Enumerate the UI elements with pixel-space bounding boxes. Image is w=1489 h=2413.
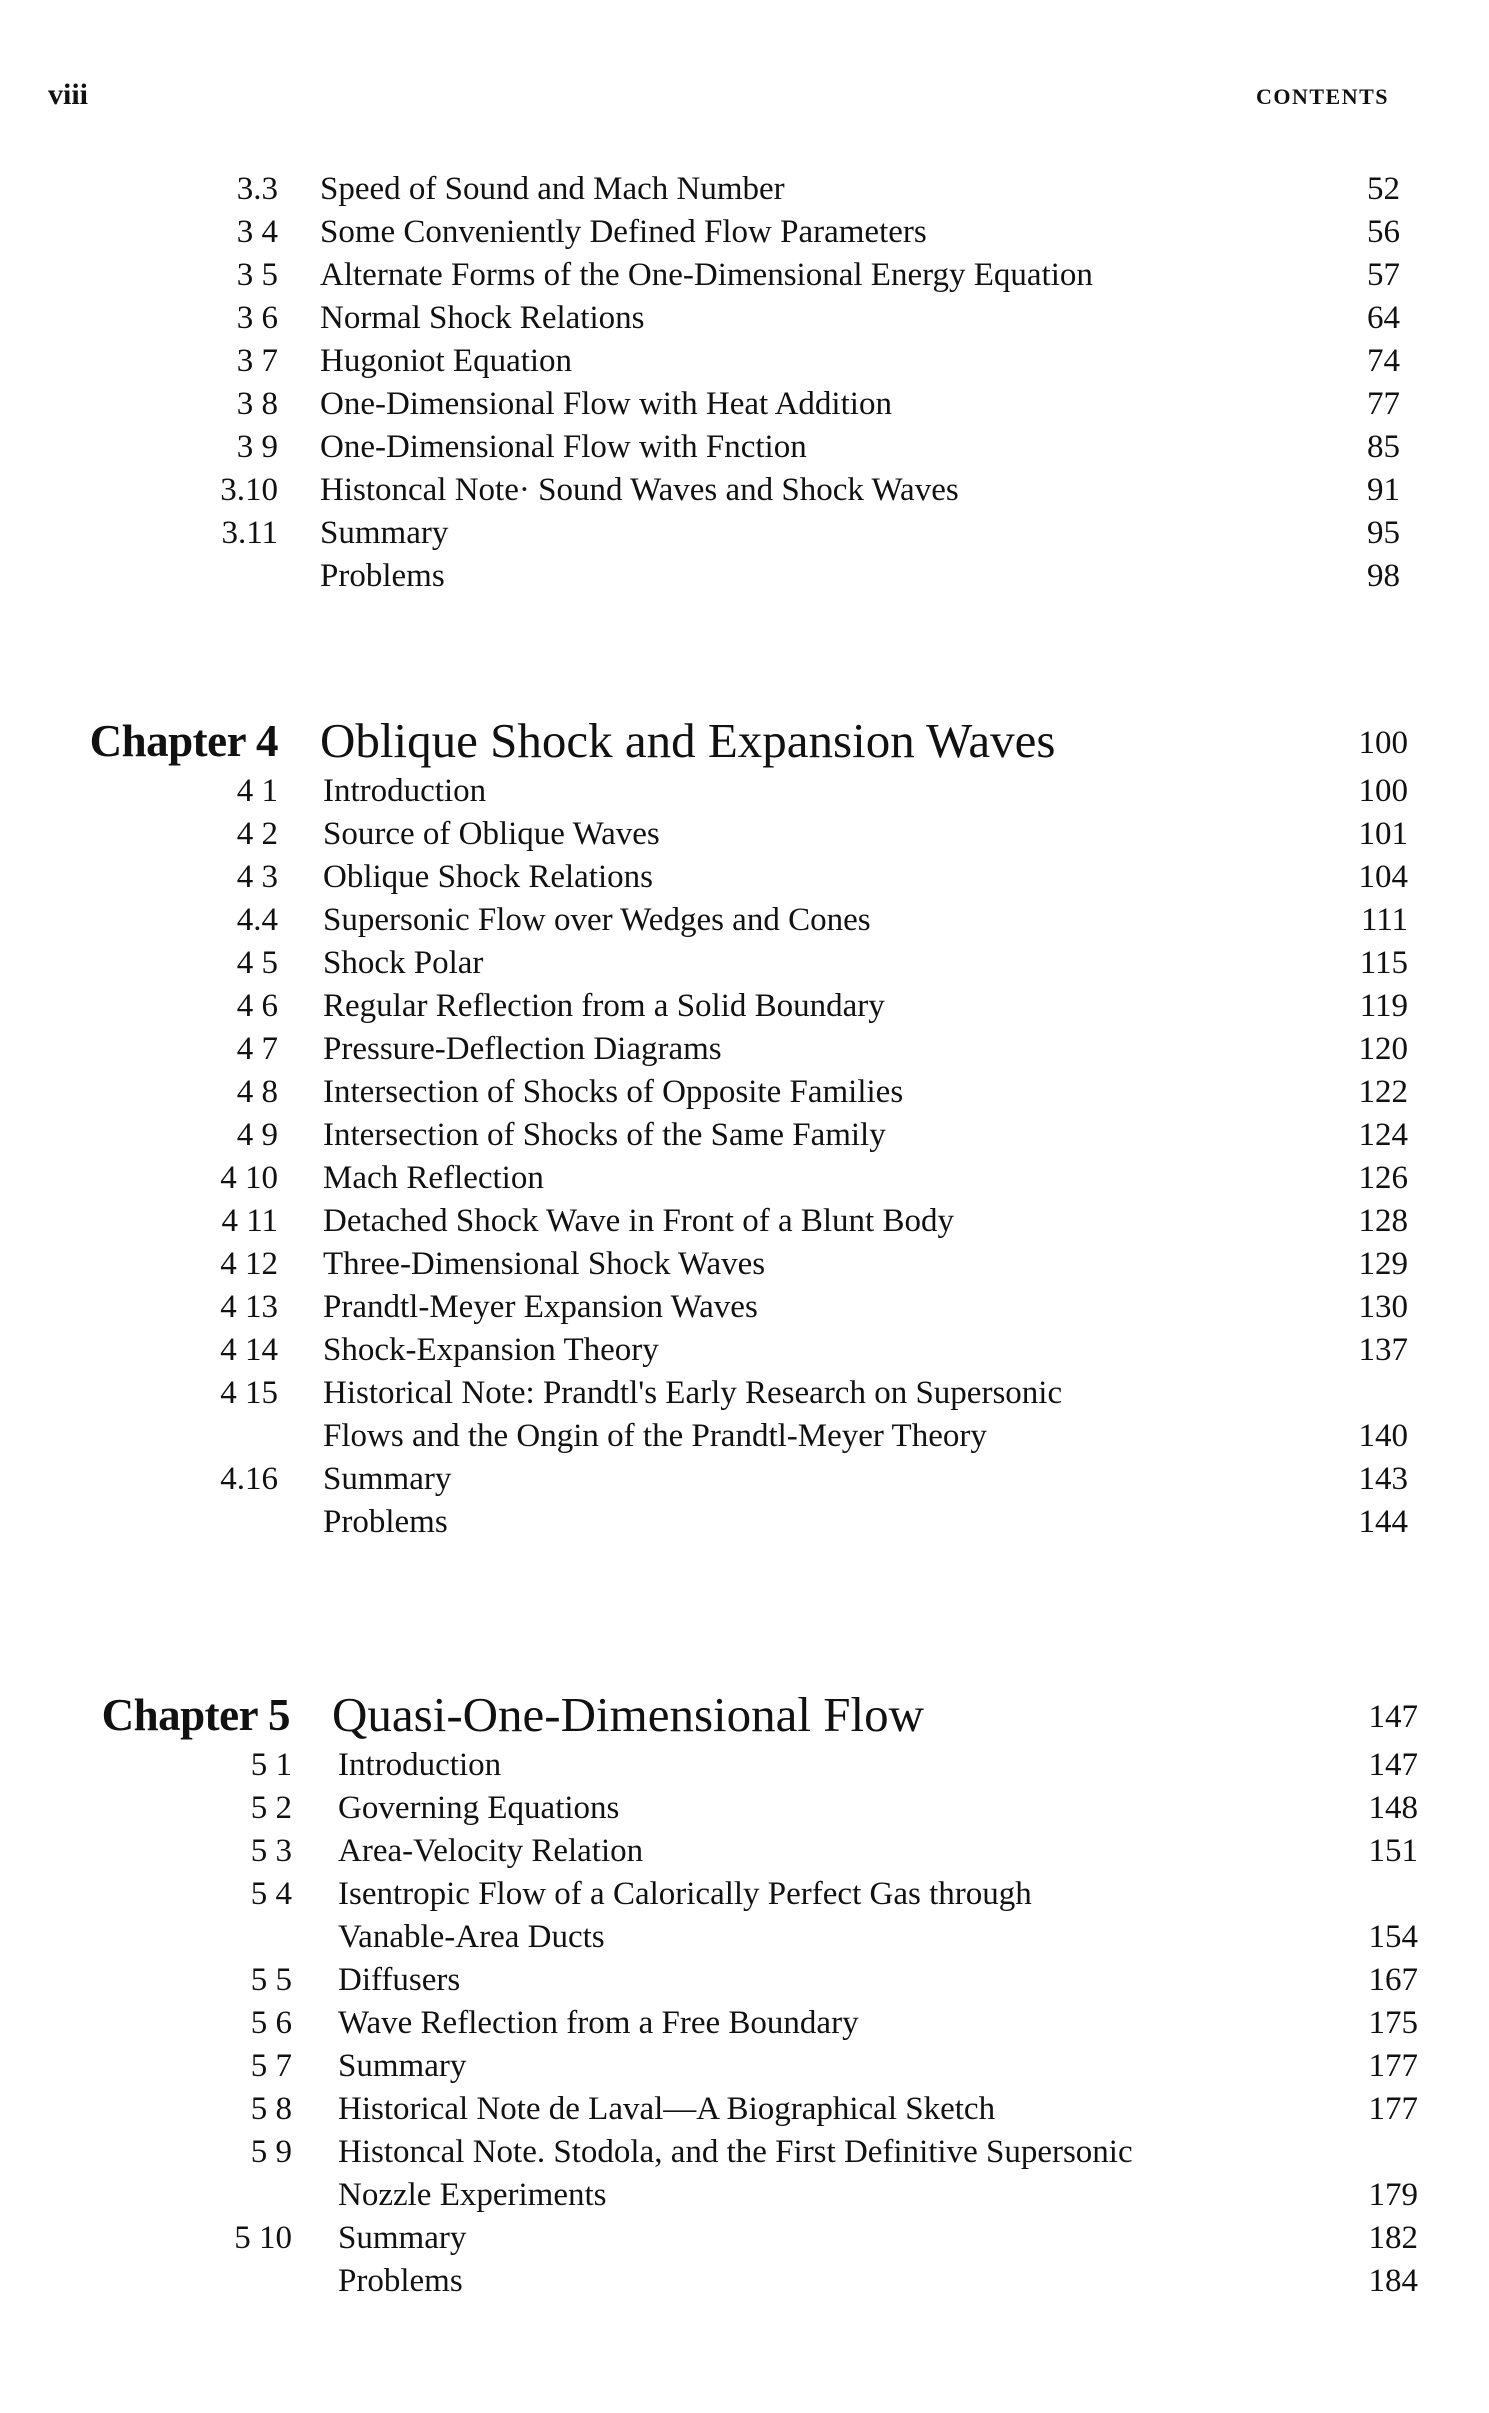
toc-entry[interactable] bbox=[12, 2260, 1418, 2303]
chapter-title: Oblique Shock and Expansion Waves bbox=[320, 713, 1056, 768]
section-title: Histoncal Note· Sound Waves and Shock Waves bbox=[320, 472, 959, 508]
toc-entry[interactable] bbox=[0, 211, 1400, 254]
toc-entry[interactable] bbox=[0, 1372, 1408, 1415]
toc-entry[interactable] bbox=[12, 2131, 1418, 2174]
section-number: 5 3 bbox=[250, 1833, 292, 1869]
section-page: 128 bbox=[1358, 1203, 1408, 1239]
section-page: 148 bbox=[1368, 1790, 1418, 1826]
section-page: 140 bbox=[1358, 1418, 1408, 1454]
section-page: 95 bbox=[1367, 515, 1400, 551]
section-number: 4 12 bbox=[220, 1246, 278, 1282]
section-page: 98 bbox=[1367, 558, 1400, 594]
section-title: Prandtl-Meyer Expansion Waves bbox=[323, 1289, 758, 1325]
toc-entry[interactable] bbox=[12, 1787, 1418, 1830]
section-page: 154 bbox=[1368, 1919, 1418, 1955]
section-page: 126 bbox=[1358, 1160, 1408, 1196]
section-title: Problems bbox=[323, 1504, 448, 1540]
toc-entry[interactable] bbox=[12, 2045, 1418, 2088]
toc-entry[interactable] bbox=[0, 297, 1400, 340]
section-title: Mach Reflection bbox=[323, 1160, 544, 1196]
section-page: 129 bbox=[1358, 1246, 1408, 1282]
section-number: 4.4 bbox=[236, 902, 278, 938]
section-title: Histoncal Note. Stodola, and the First Definitive Supersonic bbox=[338, 2134, 1133, 2170]
section-number: 3 8 bbox=[236, 386, 278, 422]
chapter-heading[interactable] bbox=[12, 1686, 1418, 1744]
section-page: 147 bbox=[1368, 1747, 1418, 1783]
section-page: 104 bbox=[1358, 859, 1408, 895]
section-page: 101 bbox=[1358, 816, 1408, 852]
section-title: Wave Reflection from a Free Boundary bbox=[338, 2005, 859, 2041]
running-head: CONTENTS bbox=[1256, 84, 1390, 109]
section-number: 4 11 bbox=[221, 1203, 278, 1239]
section-page: 137 bbox=[1358, 1332, 1408, 1368]
section-page: 120 bbox=[1358, 1031, 1408, 1067]
toc-entry[interactable] bbox=[0, 1114, 1408, 1157]
toc-entry[interactable] bbox=[0, 254, 1400, 297]
chapter-page: 100 bbox=[1358, 725, 1408, 761]
section-title: Problems bbox=[338, 2263, 463, 2299]
section-number: 3 5 bbox=[236, 257, 278, 293]
section-title: Summary bbox=[320, 515, 449, 551]
section-title: Introduction bbox=[338, 1747, 502, 1783]
section-page: 77 bbox=[1367, 386, 1400, 422]
chapter-3-continued bbox=[0, 168, 1400, 598]
section-number: 5 7 bbox=[250, 2048, 292, 2084]
section-number: 4 10 bbox=[220, 1160, 278, 1196]
section-title: Pressure-Deflection Diagrams bbox=[323, 1031, 722, 1067]
section-title: Summary bbox=[338, 2048, 467, 2084]
section-page: 57 bbox=[1367, 257, 1400, 293]
section-number: 4 3 bbox=[236, 859, 278, 895]
toc-entry[interactable] bbox=[0, 813, 1408, 856]
section-title: Summary bbox=[323, 1461, 452, 1497]
section-title: Problems bbox=[320, 558, 445, 594]
section-page: 56 bbox=[1367, 214, 1400, 250]
section-title: Area-Velocity Relation bbox=[338, 1833, 644, 1869]
section-number: 4 8 bbox=[236, 1074, 278, 1110]
page-number: viii bbox=[48, 78, 89, 111]
toc-entry[interactable] bbox=[0, 1157, 1408, 1200]
section-title: Summary bbox=[338, 2220, 467, 2256]
section-page: 130 bbox=[1358, 1289, 1408, 1325]
section-number: 4.16 bbox=[220, 1461, 278, 1497]
section-title: Historical Note de Laval—A Biographical Sketch bbox=[338, 2091, 996, 2127]
section-page: 64 bbox=[1367, 300, 1400, 336]
toc-entry[interactable] bbox=[0, 1200, 1408, 1243]
section-title: One-Dimensional Flow with Fnction bbox=[320, 429, 807, 465]
chapter-5 bbox=[12, 1686, 1418, 2303]
toc-entry[interactable] bbox=[0, 469, 1400, 512]
section-title: One-Dimensional Flow with Heat Addition bbox=[320, 386, 892, 422]
section-page: 143 bbox=[1358, 1461, 1408, 1497]
toc-entry[interactable] bbox=[0, 1028, 1408, 1071]
section-page: 111 bbox=[1360, 902, 1408, 938]
section-number: 5 6 bbox=[250, 2005, 292, 2041]
section-number: 3.3 bbox=[236, 171, 278, 207]
section-page: 74 bbox=[1367, 343, 1400, 379]
section-page: 184 bbox=[1368, 2263, 1418, 2299]
toc-entry[interactable] bbox=[12, 1830, 1418, 1873]
section-number: 5 2 bbox=[250, 1790, 292, 1826]
toc-entry[interactable] bbox=[12, 2217, 1418, 2260]
section-page: 167 bbox=[1368, 1962, 1418, 1998]
toc-entry[interactable] bbox=[0, 1329, 1408, 1372]
chapter-heading[interactable] bbox=[0, 712, 1408, 770]
section-title: Isentropic Flow of a Calorically Perfect Gas through bbox=[338, 1876, 1032, 1912]
toc-entry[interactable] bbox=[0, 383, 1400, 426]
section-number: 4 5 bbox=[236, 945, 278, 981]
section-title: Hugoniot Equation bbox=[320, 343, 573, 379]
section-page: 85 bbox=[1367, 429, 1400, 465]
toc-entry[interactable] bbox=[12, 2002, 1418, 2045]
toc-entry[interactable] bbox=[12, 1744, 1418, 1787]
toc-entry[interactable] bbox=[0, 168, 1400, 211]
section-title: Three-Dimensional Shock Waves bbox=[323, 1246, 766, 1282]
section-page: 124 bbox=[1358, 1117, 1408, 1153]
section-number: 5 8 bbox=[250, 2091, 292, 2127]
section-title: Shock-Expansion Theory bbox=[323, 1332, 659, 1368]
section-number: 4 6 bbox=[236, 988, 278, 1024]
section-number: 4 9 bbox=[236, 1117, 278, 1153]
toc-entry[interactable] bbox=[0, 1501, 1408, 1544]
toc-entry[interactable] bbox=[12, 2174, 1418, 2217]
toc-entry[interactable] bbox=[12, 1916, 1418, 1959]
toc-entry[interactable] bbox=[12, 2088, 1418, 2131]
section-title: Detached Shock Wave in Front of a Blunt Body bbox=[323, 1203, 954, 1239]
section-title: Governing Equations bbox=[338, 1790, 620, 1826]
section-number: 4 7 bbox=[236, 1031, 278, 1067]
section-page: 91 bbox=[1367, 472, 1400, 508]
section-title: Supersonic Flow over Wedges and Cones bbox=[323, 902, 871, 938]
toc-entry[interactable] bbox=[12, 1873, 1418, 1916]
chapter-label: Chapter 4 bbox=[89, 716, 278, 766]
chapter-title: Quasi-One-Dimensional Flow bbox=[332, 1687, 924, 1742]
section-number: 3.11 bbox=[221, 515, 278, 551]
toc-entry[interactable] bbox=[0, 512, 1400, 555]
section-title: Some Conveniently Defined Flow Parameters bbox=[320, 214, 927, 250]
section-number: 3 9 bbox=[236, 429, 278, 465]
toc-entry[interactable] bbox=[0, 899, 1408, 942]
section-number: 3 4 bbox=[236, 214, 278, 250]
section-title: Oblique Shock Relations bbox=[323, 859, 653, 895]
section-page: 182 bbox=[1368, 2220, 1418, 2256]
toc-entry[interactable] bbox=[0, 1243, 1408, 1286]
section-number: 4 13 bbox=[220, 1289, 278, 1325]
section-page: 115 bbox=[1359, 945, 1408, 981]
section-number: 5 5 bbox=[250, 1962, 292, 1998]
section-number: 3 7 bbox=[236, 343, 278, 379]
section-title: Alternate Forms of the One-Dimensional Energy Equation bbox=[320, 257, 1093, 293]
toc-entry[interactable] bbox=[0, 942, 1408, 985]
section-page: 177 bbox=[1368, 2048, 1418, 2084]
section-title: Historical Note: Prandtl's Early Research on Supersonic bbox=[323, 1375, 1063, 1411]
section-page: 52 bbox=[1367, 171, 1400, 207]
section-title: Normal Shock Relations bbox=[320, 300, 645, 336]
section-title: Vanable-Area Ducts bbox=[338, 1919, 605, 1955]
section-title: Intersection of Shocks of the Same Family bbox=[323, 1117, 886, 1153]
section-page: 175 bbox=[1368, 2005, 1418, 2041]
section-title: Introduction bbox=[323, 773, 487, 809]
section-number: 3.10 bbox=[220, 472, 278, 508]
section-number: 5 4 bbox=[250, 1876, 292, 1912]
toc-entry[interactable] bbox=[0, 856, 1408, 899]
section-page: 144 bbox=[1358, 1504, 1408, 1540]
toc-entry[interactable] bbox=[0, 1415, 1408, 1458]
section-page: 179 bbox=[1368, 2177, 1418, 2213]
section-page: 122 bbox=[1358, 1074, 1408, 1110]
toc-entry[interactable] bbox=[0, 985, 1408, 1028]
section-title: Nozzle Experiments bbox=[338, 2177, 607, 2213]
toc-entry[interactable] bbox=[0, 340, 1400, 383]
section-title: Speed of Sound and Mach Number bbox=[320, 171, 785, 207]
chapter-label: Chapter 5 bbox=[101, 1690, 290, 1740]
section-page: 119 bbox=[1359, 988, 1408, 1024]
section-title: Regular Reflection from a Solid Boundary bbox=[323, 988, 885, 1024]
section-title: Diffusers bbox=[338, 1962, 461, 1998]
section-number: 4 1 bbox=[236, 773, 278, 809]
section-number: 5 9 bbox=[250, 2134, 292, 2170]
section-title: Shock Polar bbox=[323, 945, 484, 981]
section-number: 4 15 bbox=[220, 1375, 278, 1411]
toc-entry[interactable] bbox=[0, 770, 1408, 813]
section-number: 4 2 bbox=[236, 816, 278, 852]
section-page: 151 bbox=[1368, 1833, 1418, 1869]
toc-entry[interactable] bbox=[0, 426, 1400, 469]
section-title: Flows and the Ongin of the Prandtl-Meyer Theory bbox=[323, 1418, 987, 1454]
section-number: 5 10 bbox=[234, 2220, 292, 2256]
toc-entry[interactable] bbox=[0, 1286, 1408, 1329]
toc-entry[interactable] bbox=[0, 1071, 1408, 1114]
section-number: 5 1 bbox=[250, 1747, 292, 1783]
section-page: 100 bbox=[1358, 773, 1408, 809]
chapter-page: 147 bbox=[1368, 1699, 1418, 1735]
section-page: 177 bbox=[1368, 2091, 1418, 2127]
section-title: Source of Oblique Waves bbox=[323, 816, 660, 852]
toc-entry[interactable] bbox=[0, 555, 1400, 598]
chapter-4 bbox=[0, 712, 1408, 1544]
section-number: 4 14 bbox=[220, 1332, 278, 1368]
toc-entry[interactable] bbox=[12, 1959, 1418, 2002]
toc-entry[interactable] bbox=[0, 1458, 1408, 1501]
section-title: Intersection of Shocks of Opposite Families bbox=[323, 1074, 904, 1110]
section-number: 3 6 bbox=[236, 300, 278, 336]
